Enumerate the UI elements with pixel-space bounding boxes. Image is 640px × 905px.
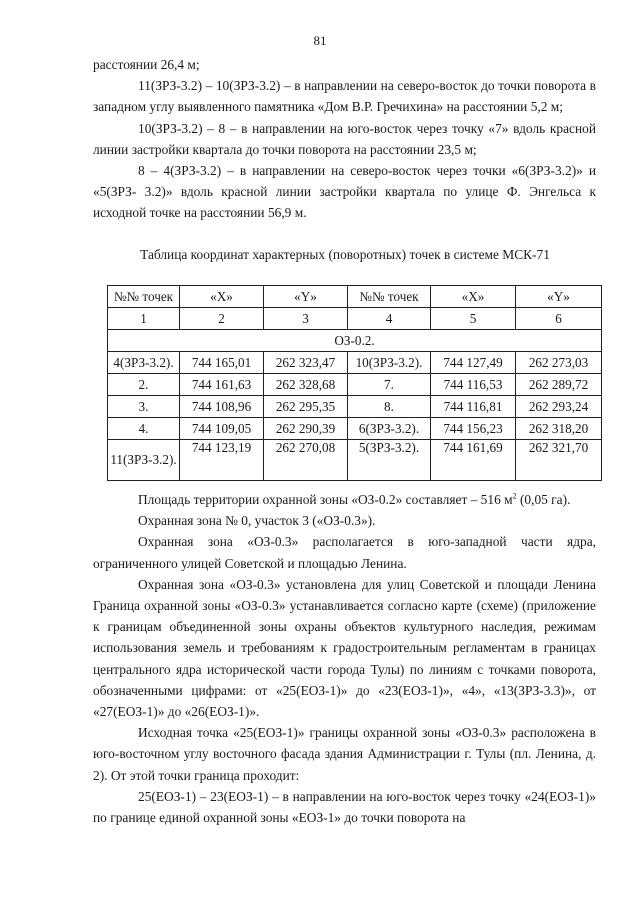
area-unit-superscript: 2: [512, 491, 517, 501]
page-number: 81: [313, 33, 327, 48]
y-cell: 262 273,03: [516, 352, 602, 374]
x-cell: 744 123,19: [180, 440, 264, 481]
y-cell: 262 328,68: [264, 374, 348, 396]
section-label: ОЗ-0.2.: [108, 330, 602, 352]
coordinates-table: [107, 285, 602, 481]
y-cell: 262 321,70: [516, 440, 602, 481]
x-cell: 744 156,23: [431, 418, 516, 440]
y-cell: 262 295,35: [264, 396, 348, 418]
area-text: Площадь территории охранной зоны «ОЗ-0.2» составляет – 516 м: [138, 492, 513, 507]
point-id-cell: 5(ЗРЗ-3.2).: [348, 440, 431, 481]
column-number-cell: 6: [516, 308, 602, 330]
header-cell: №№ точек: [108, 286, 180, 308]
x-cell: 744 161,69: [431, 440, 516, 481]
table-row: [108, 440, 602, 481]
y-cell: 262 293,24: [516, 396, 602, 418]
point-id-cell: 2.: [108, 374, 180, 396]
column-number-cell: 4: [348, 308, 431, 330]
paragraph-start-point: Исходная точка «25(ЕОЗ-1)» границы охранной зоны «ОЗ-0.3» расположена в юго-восточном углу восточного фасада здания Администрации г. Тулы (пл. Ленина, д. 2). От этой точки граница проходит:: [93, 725, 596, 783]
bottom-text-block: [93, 489, 596, 828]
header-cell: «Y»: [516, 286, 602, 308]
x-cell: 744 116,53: [431, 374, 516, 396]
header-cell: «Y»: [264, 286, 348, 308]
y-cell: 262 323,47: [264, 352, 348, 374]
table-header-row: [108, 286, 602, 308]
point-id-cell: 7.: [348, 374, 431, 396]
table-caption: Таблица координат характерных (поворотных) точек в системе МСК-71: [140, 247, 550, 262]
x-cell: 744 109,05: [180, 418, 264, 440]
paragraph-zone-heading: Охранная зона № 0, участок 3 («ОЗ-0.3»).: [138, 513, 376, 529]
x-cell: 744 108,96: [180, 396, 264, 418]
point-id-cell: 3.: [108, 396, 180, 418]
section-row: [108, 330, 602, 352]
top-text-block: [93, 54, 596, 224]
point-id-cell: 10(ЗРЗ-3.2).: [348, 352, 431, 374]
table-row: [108, 374, 602, 396]
x-cell: 744 116,81: [431, 396, 516, 418]
point-id-cell: 8.: [348, 396, 431, 418]
paragraph-zone-location: Охранная зона «ОЗ-0.3» располагается в юго-западной части ядра, ограниченного улицей Советской и площадью Ленина.: [93, 534, 596, 571]
area-text-hectares: (0,05 га).: [516, 492, 571, 507]
y-cell: 262 290,39: [264, 418, 348, 440]
point-id-cell: 4.: [108, 418, 180, 440]
table-row: [108, 418, 602, 440]
column-number-row: [108, 308, 602, 330]
paragraph-segment-25-23: 25(ЕОЗ-1) – 23(ЕОЗ-1) – в направлении на юго-восток через точку «24(ЕОЗ-1)» по границе единой охранной зоны «ЕОЗ-1» до точки поворота на: [93, 788, 596, 826]
paragraph-segment-11-10: 11(ЗРЗ-3.2) – 10(ЗРЗ-3.2) – в направлении на северо-восток до точки поворота в западном углу выявленного памятника «Дом В.Р. Гречихина» на расстоянии 5,2 м;: [93, 78, 596, 115]
header-cell: №№ точек: [348, 286, 431, 308]
column-number-cell: 5: [431, 308, 516, 330]
paragraph-zone-boundary: Охранная зона «ОЗ-0.3» установлена для улиц Советской и площади Ленина Граница охранной зоны «ОЗ-0.3» устанавливается согласно карте (схеме) (приложение к границам объединенной зоны охраны объектов культурного наследия, режимам использования земель и требованиям к градостроительным регламентам в границах центрального ядра исторической части города Тулы) по линиям с точками поворота, обозначенными цифрами: от «25(ЕОЗ-1)» до «23(ЕОЗ-1)», «4», «13(ЗРЗ-3.3)», от «27(ЕОЗ-1)» до «26(ЕОЗ-1)».: [93, 576, 596, 720]
y-cell: 262 318,20: [516, 418, 602, 440]
point-id-cell: 11(ЗРЗ-3.2).: [108, 440, 180, 481]
point-id-cell: 4(ЗРЗ-3.2).: [108, 352, 180, 374]
column-number-cell: 1: [108, 308, 180, 330]
column-number-cell: 2: [180, 308, 264, 330]
paragraph-segment-10-8: 10(ЗРЗ-3.2) – 8 – в направлении на юго-восток через точку «7» вдоль красной линии застройки квартала до точки поворота на расстоянии 23,5 м;: [93, 120, 596, 157]
column-number-cell: 3: [264, 308, 348, 330]
x-cell: 744 127,49: [431, 352, 516, 374]
y-cell: 262 289,72: [516, 374, 602, 396]
table-row: [108, 352, 602, 374]
x-cell: 744 165,01: [180, 352, 264, 374]
point-id-cell: 6(ЗРЗ-3.2).: [348, 418, 431, 440]
paragraph-segment-8-4: 8 – 4(ЗРЗ-3.2) – в направлении на северо-восток через точки «6(ЗРЗ-3.2)» и «5(ЗРЗ- 3.2)» вдоль красной линии застройки квартала по улице Ф. Энгельса к исходной точке на расстоянии 56,9 м.: [93, 163, 596, 221]
paragraph-area: [93, 489, 596, 510]
header-cell: «X»: [180, 286, 264, 308]
y-cell: 262 270,08: [264, 440, 348, 481]
paragraph-distance-continuation: расстоянии 26,4 м;: [93, 57, 200, 72]
table-row: [108, 396, 602, 418]
header-cell: «X»: [431, 286, 516, 308]
x-cell: 744 161,63: [180, 374, 264, 396]
